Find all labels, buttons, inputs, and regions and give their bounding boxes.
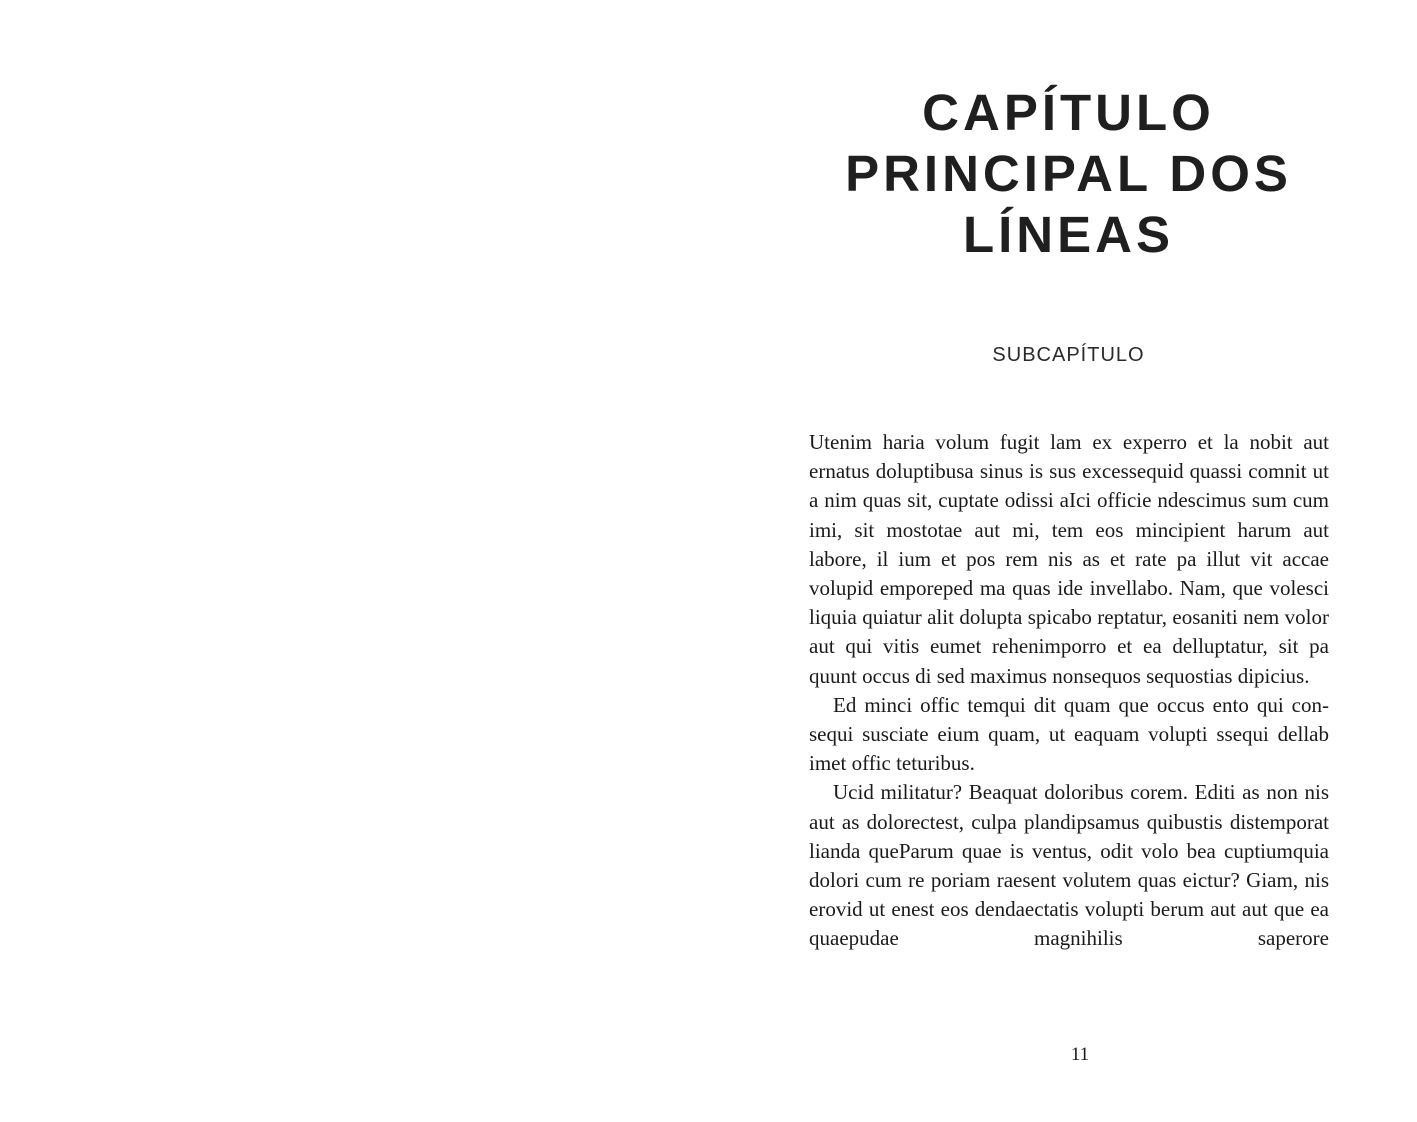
body-text [809, 428, 1329, 954]
paragraph-2: Ed minci offic temqui dit quam que occus ento qui consequi susciate eium quam, ut eaquam volupti ssequi dellab imet offic teturibus. [809, 692, 1329, 776]
subchapter-title: SUBCAPÍTULO [992, 344, 1145, 366]
page-number: 11 [1070, 1044, 1090, 1065]
chapter-title: CAPÍTULO PRINCIPAL DOS LÍNEAS [845, 84, 1292, 263]
paragraph-3: Ucid militatur? Beaquat doloribus corem. Editi as non nis aut as dolorectest, culpa plandipsamus quibustis distemporat lianda queParum quae is ventus, odit volo bea cuptiumquia dolori cum re poriam raesent volutem quas eictur? Giam, nis erovid ut enest eos dendaectatis volupti berum aut aut que ea quaepudae magnihilis saperore [809, 780, 1329, 951]
left-page-blank [0, 0, 708, 1122]
paragraph-1: Utenim haria volum fugit lam ex experro et la nobit aut ernatus doluptibusa sinus is sus excessequid quassi comnit ut a nim quas sit, cuptate odissi aIci officie ndescimus sum cum imi, sit mostotae aut mi, tem eos mincipient harum aut labore, il ium et pos rem nis as et rate pa illut vit accae volupid emporeped ma quas ide invellabo. Nam, que volesci liquia quiatur alit dolupta spicabo reptatur, eosaniti nem volor aut qui vitis eumet rehenimporro et ea delluptatur, sit pa quunt occus di sed maximus nonsequos sequostias dipicius. [809, 430, 1329, 688]
